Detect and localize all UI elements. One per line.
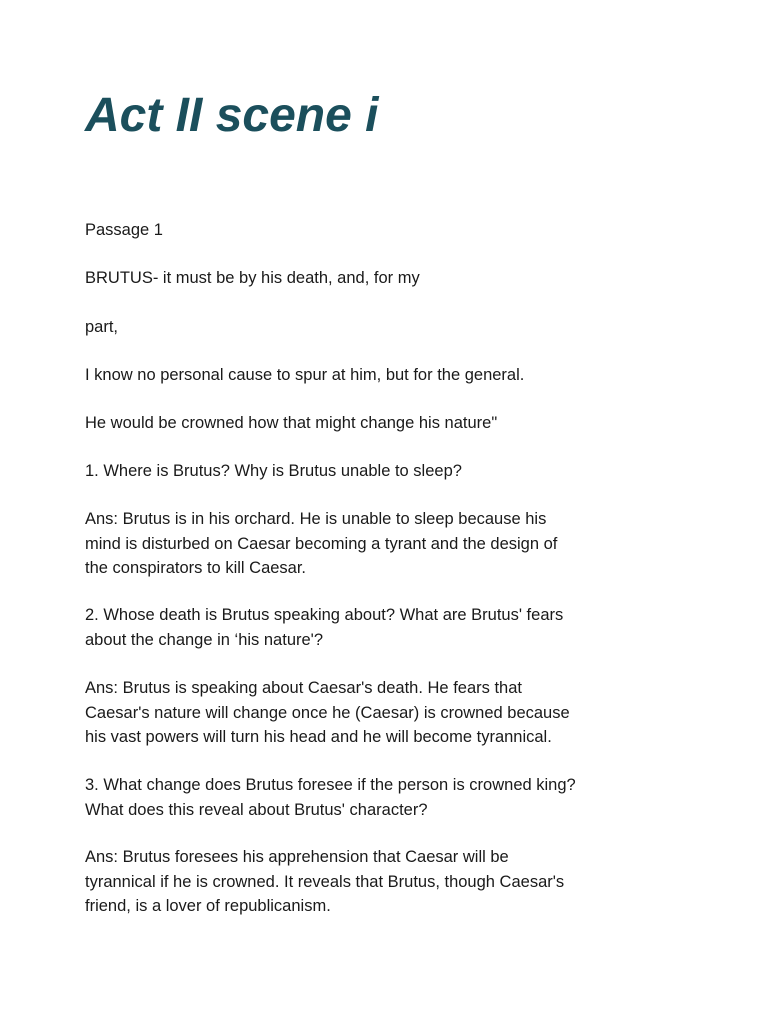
answer-line: friend, is a lover of republicanism.: [85, 897, 331, 915]
answer-line: mind is disturbed on Caesar becoming a tyrant and the design of: [85, 534, 558, 553]
answer-line: Ans: Brutus foresees his apprehension that Caesar will be: [85, 848, 509, 866]
passage-label: Passage 1: [85, 221, 163, 239]
question-line: 3. What change does Brutus foresee if the person is crowned king?: [85, 776, 576, 794]
page-title: Act II scene i: [85, 89, 379, 142]
question-2: [85, 603, 645, 652]
answer-line: Ans: Brutus is in his orchard. He is unable to sleep because his: [85, 510, 547, 528]
passage-line: He would be crowned how that might change his nature": [85, 414, 498, 432]
question-line: What does this reveal about Brutus' character?: [85, 800, 428, 819]
answer-line: tyrannical if he is crowned. It reveals that Brutus, though Caesar's: [85, 872, 565, 891]
passage-line: I know no personal cause to spur at him, but for the general.: [85, 366, 525, 384]
answer-line: Ans: Brutus is speaking about Caesar's death. He fears that: [85, 679, 522, 697]
passage-line: part,: [85, 318, 119, 336]
answer-line: Caesar's nature will change once he (Caesar) is crowned because: [85, 703, 570, 722]
question-3: [85, 773, 645, 822]
question-1: [85, 459, 645, 484]
question-line: about the change in ‘his nature'?: [85, 630, 323, 649]
answer-line: the conspirators to kill Caesar.: [85, 559, 307, 577]
answer-2: [85, 676, 645, 750]
answer-line: his vast powers will turn his head and he will become tyrannical.: [85, 728, 552, 746]
answer-3: [85, 845, 645, 919]
question-line: 1. Where is Brutus? Why is Brutus unable to sleep?: [85, 462, 462, 480]
question-line: 2. Whose death is Brutus speaking about? What are Brutus' fears: [85, 606, 564, 624]
answer-1: [85, 507, 645, 581]
passage-line: BRUTUS- it must be by his death, and, for my: [85, 269, 420, 287]
